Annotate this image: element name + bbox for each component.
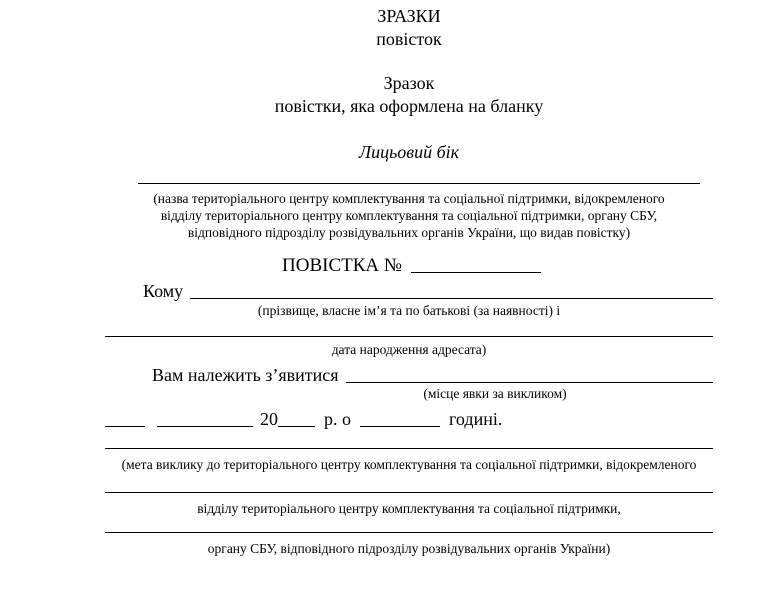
purpose-caption-line2: відділу територіального центру комплектування та соціальної підтримки, [197,501,621,516]
year-prefix-text: 20 [260,409,278,429]
addressee-label: Кому [143,281,184,301]
issuer-name-blank[interactable] [138,183,700,184]
doc-title-line1: ЗРАЗКИ [377,6,441,26]
summons-number-blank[interactable] [411,270,541,273]
purpose-blank-1[interactable] [105,448,713,449]
side-label: Лицьовий бік [358,142,460,162]
date-middle-text: р. о [324,409,351,429]
addressee-dob-blank[interactable] [105,336,713,337]
doc-title-line2: повісток [376,29,442,49]
addressee-name-caption: (прізвище, власне ім’я та по батькові (за наявності) і [257,303,561,318]
purpose-blank-2[interactable] [105,492,713,493]
addressee-dob-caption: дата народження адресата) [331,342,487,357]
appearance-row [152,364,713,386]
appearance-place-blank[interactable] [346,380,713,383]
issuer-caption-line3: відповідного підрозділу розвідувальних органів України, що видав повістку) [187,225,631,240]
purpose-blank-3[interactable] [105,532,713,533]
date-row [105,408,502,430]
summons-number-label: ПОВІСТКА № [282,255,402,276]
appearance-label: Вам належить з’явитися [152,365,339,385]
summons-number-row [282,255,541,277]
addressee-name-blank[interactable] [190,296,713,299]
appearance-place-caption: (місце явки за викликом) [423,386,567,401]
month-blank[interactable] [157,424,253,427]
issuer-caption [105,190,713,241]
addressee-row [143,280,713,302]
issuer-caption-line1: (назва територіального центру комплектування та соціальної підтримки, відокремленого [153,191,665,206]
day-blank[interactable] [105,424,145,427]
sample-title-line2: повістки, яка оформлена на бланку [274,96,544,116]
sample-title-line1: Зразок [383,73,435,93]
issuer-caption-line2: відділу територіального центру комплектування та соціальної підтримки, органу СБУ, [160,208,658,223]
year-blank[interactable] [278,424,315,427]
hour-suffix-text: годині. [449,409,503,429]
hour-blank[interactable] [360,424,440,427]
purpose-caption-line3: органу СБУ, відповідного підрозділу розвідувальних органів України) [207,541,611,556]
purpose-caption-line1: (мета виклику до територіального центру комплектування та соціальної підтримки, відокремленого [121,457,697,472]
